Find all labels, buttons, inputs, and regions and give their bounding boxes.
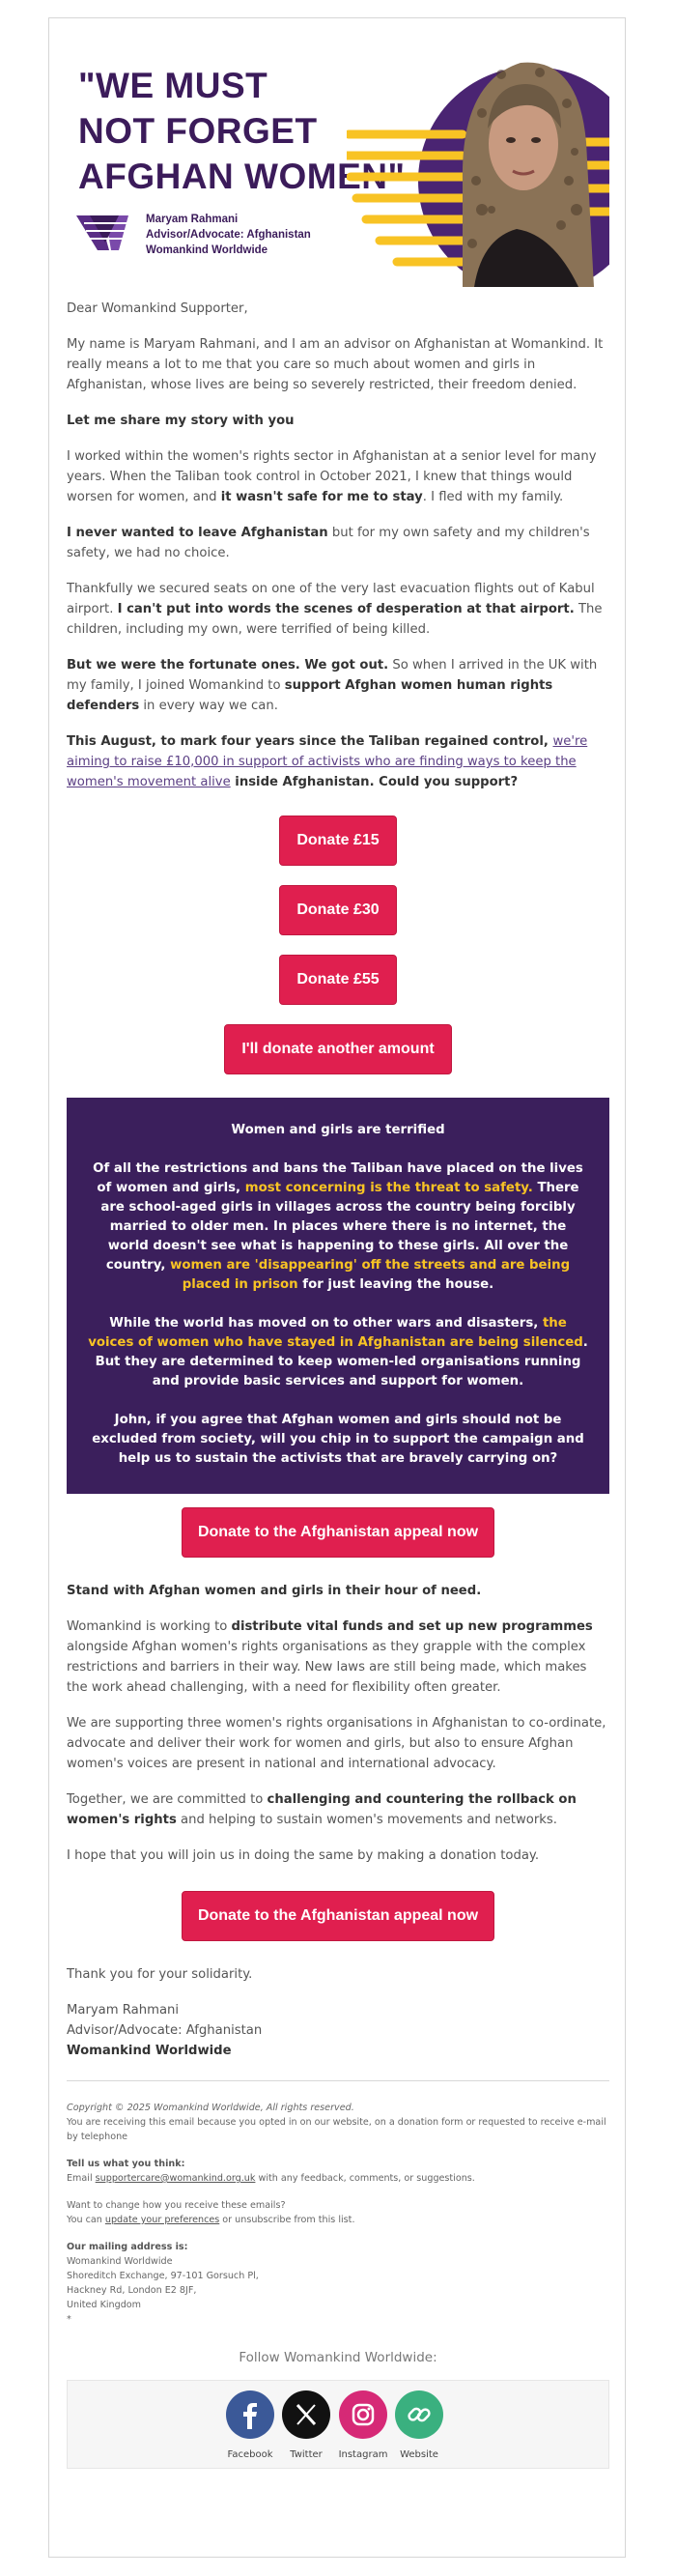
social-label: Twitter	[290, 2449, 323, 2460]
support-email-link[interactable]: supportercare@womankind.org.uk	[95, 2173, 256, 2184]
text-run: The children, including my own, were terrified of being killed.	[67, 602, 603, 637]
signature	[67, 2000, 609, 2061]
x-twitter-icon	[282, 2390, 330, 2439]
text-run: or unsubscribe from this list.	[219, 2215, 355, 2225]
link-icon	[395, 2390, 443, 2439]
text-run: . I fled with my family.	[422, 490, 564, 504]
text-run-bold: But we were the fortunate ones. We got out.	[67, 658, 389, 673]
signature-name: Maryam Rahmani	[67, 2003, 180, 2018]
headline-line: "WE MUST	[78, 66, 268, 105]
text-run: There are school-aged girls in villages across the country being forcibly married to older men. In places where there is no internet, the world doesn't see what is happening to these girls. All over the country,	[100, 1181, 579, 1273]
panel-paragraph-2	[88, 1314, 588, 1391]
social-label: Instagram	[338, 2449, 388, 2460]
donate-55-button[interactable]: Donate £55	[279, 955, 397, 1005]
appeal-paragraph	[67, 731, 609, 792]
text-run: I worked within the women's rights sector in Afghanistan at a senior level for many years. When the Taliban took control in October 2021, I knew that things would worsen for women, and	[67, 449, 597, 504]
footer-copyright-block	[67, 2101, 609, 2144]
panel-title: Women and girls are terrified	[231, 1123, 445, 1137]
signature-role: Advisor/Advocate: Afghanistan	[67, 2023, 263, 2038]
donate-30-button[interactable]: Donate £30	[279, 885, 397, 935]
address-heading: Our mailing address is:	[67, 2242, 188, 2252]
closing-paragraph-1	[67, 1617, 609, 1698]
text-run: for just leaving the house.	[297, 1277, 494, 1292]
update-preferences-link[interactable]: update your preferences	[104, 2215, 220, 2225]
twitter-link[interactable]	[275, 2390, 337, 2465]
feedback-heading: Tell us what you think:	[67, 2159, 185, 2169]
social-label: Website	[400, 2449, 438, 2460]
text-run: alongside Afghan women's rights organisations as they grapple with the complex restrictions and barriers in their way. New laws are still being made, which makes the work ahead challenging, with a need for flexibility often greater.	[67, 1640, 587, 1695]
appeal-button[interactable]: Donate to the Afghanistan appeal now	[182, 1891, 494, 1941]
headline-line: AFGHAN WOMEN"	[78, 157, 406, 196]
donate-buttons	[67, 816, 609, 1074]
text-run: Together, we are committed to	[67, 1792, 268, 1807]
preferences-block	[67, 2198, 609, 2227]
panel-paragraph-1	[88, 1159, 588, 1295]
closing-paragraph-3	[67, 1789, 609, 1830]
preferences-question: Want to change how you receive these emails?	[67, 2200, 286, 2211]
closing-paragraph-4: I hope that you will join us in doing the same by making a donation today.	[67, 1848, 540, 1863]
website-link[interactable]	[388, 2390, 450, 2465]
text-run: Womankind is working to	[67, 1619, 232, 1634]
text-run-bold: I can't put into words the scenes of desperation at that airport.	[117, 602, 575, 616]
urgent-panel	[67, 1098, 609, 1494]
text-run: but for my own safety and my children's safety, we had no choice.	[67, 526, 590, 560]
opt-in-reason: You are receiving this email because you opted in on our website, on a donation form or requested to receive e-mail by telephone	[67, 2117, 606, 2142]
caption-role: Advisor/Advocate: Afghanistan	[146, 229, 311, 241]
instagram-link[interactable]	[332, 2390, 394, 2465]
portrait-photo	[347, 36, 609, 287]
appeal-button-row	[67, 1891, 609, 1941]
closing-heading: Stand with Afghan women and girls in their hour of need.	[67, 1584, 482, 1598]
text-run-bold: inside Afghanistan. Could you support?	[230, 775, 519, 789]
text-run-bold: I never wanted to leave Afghanistan	[67, 526, 328, 540]
thanks: Thank you for your solidarity.	[67, 1967, 253, 1982]
facebook-link[interactable]	[219, 2390, 281, 2465]
headline-line: NOT FORGET	[78, 111, 318, 151]
text-run-highlight: women are 'disappearing' off the streets and are being placed in prison	[170, 1258, 571, 1292]
email-container	[48, 17, 626, 2558]
text-run-bold: This August, to mark four years since the Taliban regained control,	[67, 734, 553, 749]
story-paragraph-1	[67, 446, 609, 507]
text-run-bold: distribute vital funds and set up new programmes	[231, 1619, 593, 1634]
address-line: Womankind Worldwide	[67, 2256, 173, 2267]
instagram-icon	[339, 2390, 387, 2439]
hero-banner	[67, 36, 609, 287]
text-run-highlight: most concerning is the threat to safety.	[244, 1181, 533, 1195]
story-heading: Let me share my story with you	[67, 414, 295, 428]
text-run: Email	[67, 2173, 96, 2184]
appeal-button[interactable]: Donate to the Afghanistan appeal now	[182, 1507, 494, 1558]
caption-name: Maryam Rahmani	[146, 214, 239, 225]
panel-paragraph-3: John, if you agree that Afghan women and girls should not be excluded from society, will you chip in to support the campaign and help us to sustain the activists that are bravely carrying on?	[92, 1413, 584, 1466]
hero-caption	[146, 212, 311, 258]
caption-org: Womankind Worldwide	[146, 244, 268, 256]
address-line: *	[67, 2314, 71, 2325]
text-run-bold: it wasn't safe for me to stay	[220, 490, 423, 504]
greeting: Dear Womankind Supporter,	[67, 301, 248, 316]
intro-paragraph: My name is Maryam Rahmani, and I am an advisor on Afghanistan at Womankind. It really means a lot to me that you care so much about women and girls in Afghanistan, whose lives are being so severely restricted, their freedom denied.	[67, 337, 604, 392]
address-line: United Kingdom	[67, 2300, 142, 2310]
womankind-logo-icon	[76, 214, 138, 252]
text-run: . But they are determined to keep women-led organisations running and provide basic services and support for women.	[95, 1335, 588, 1388]
text-run: Of all the restrictions and bans the Taliban have placed on the lives of women and girls,	[93, 1161, 583, 1195]
text-run: and helping to sustain women's movements and networks.	[176, 1813, 557, 1827]
hero-headline	[78, 63, 406, 199]
follow-heading: Follow Womankind Worldwide:	[239, 2350, 437, 2365]
story-paragraph-4	[67, 655, 609, 716]
text-run: in every way we can.	[139, 699, 278, 713]
copyright: Copyright © 2025 Womankind Worldwide, All rights reserved.	[67, 2103, 354, 2113]
text-run: You can	[67, 2215, 105, 2225]
donate-15-button[interactable]: Donate £15	[279, 816, 397, 866]
address-line: Hackney Rd, London E2 8JF,	[67, 2285, 197, 2296]
story-paragraph-2	[67, 523, 609, 563]
closing-paragraph-2: We are supporting three women's rights organisations in Afghanistan to co-ordinate, advocate and deliver their work for women and girls, but also to ensure Afghan women's voices are present in national and international advocacy.	[67, 1716, 606, 1771]
feedback-block	[67, 2157, 609, 2186]
text-run: with any feedback, comments, or suggestions.	[255, 2173, 475, 2184]
address-block	[67, 2240, 609, 2327]
text-run: So when I arrived in the UK with my family, I joined Womankind to	[67, 658, 598, 693]
text-run: Thankfully we secured seats on one of the very last evacuation flights out of Kabul airport.	[67, 582, 595, 616]
text-run-bold: challenging and countering the rollback on women's rights	[67, 1792, 577, 1827]
email-body	[67, 299, 609, 2469]
appeal-button-row	[67, 1507, 609, 1558]
text-run: While the world has moved on to other wars and disasters,	[109, 1316, 543, 1331]
address-line: Shoreditch Exchange, 97-101 Gorsuch Pl,	[67, 2271, 259, 2281]
divider	[67, 2080, 609, 2081]
facebook-icon	[226, 2390, 274, 2439]
text-run-bold: support Afghan women human rights defenders	[67, 678, 553, 713]
text-run-highlight: the voices of women who have stayed in Afghanistan are being silenced	[88, 1316, 583, 1350]
signature-org: Womankind Worldwide	[67, 2044, 232, 2058]
footer	[67, 2101, 609, 2327]
appeal-link[interactable]: we're aiming to raise £10,000 in support of activists who are finding ways to keep the women's movement alive	[67, 734, 588, 789]
donate-other-amount-button[interactable]: I'll donate another amount	[224, 1024, 452, 1074]
story-paragraph-3	[67, 579, 609, 640]
social-links	[67, 2380, 609, 2469]
social-label: Facebook	[227, 2449, 273, 2460]
